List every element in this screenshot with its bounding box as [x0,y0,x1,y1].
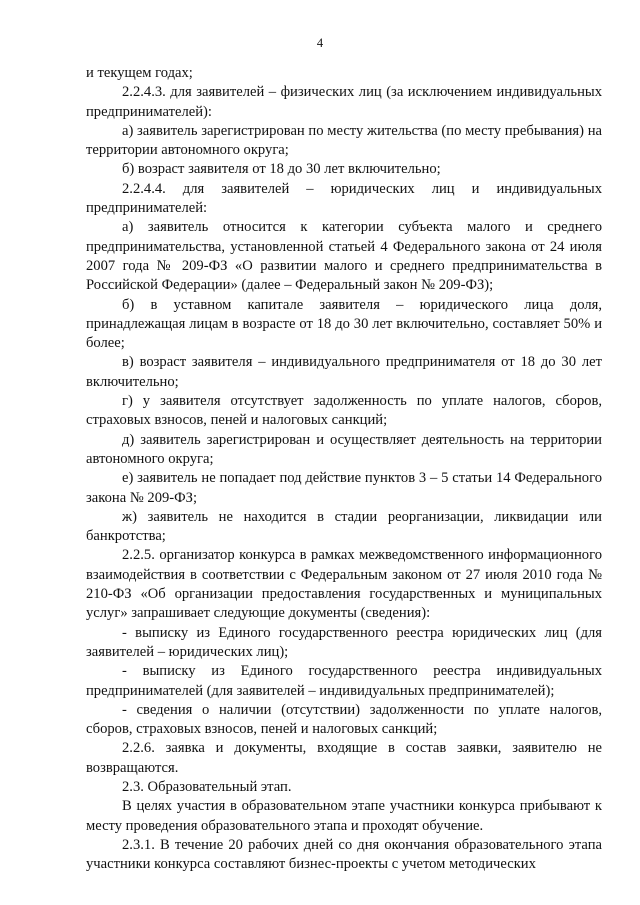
paragraph-item-g-no-debt: г) у заявителя отсутствует задолженность по уплате налогов, сборов, страховых взносов, пеней и налоговых санкций; [86,393,602,429]
paragraph-item-e-not-under-points: е) заявитель не попадает под действие пунктов 3 – 5 статьи 14 Федерального закона № 209-ФЗ; [86,470,602,506]
paragraph-item-v-entrepreneur-age: в) возраст заявителя – индивидуального предпринимателя от 18 до 30 лет включительно; [86,354,602,390]
paragraph-2-2-4-3: 2.2.4.3. для заявителей – физических лиц (за исключением индивидуальных предпринимателей): [86,84,602,120]
paragraph-item-a-residence: а) заявитель зарегистрирован по месту жительства (по месту пребывания) на территории автономного округа; [86,122,602,159]
paragraph-item-a-sme: а) заявитель относится к категории субъекта малого и среднего предпринимательства, установленной статьей 4 Федерального закона от 24 июля 2007 года № 209-ФЗ «О развитии малого и среднего предпринимательства в Российской Федерации» (далее – Федеральный закон № 209-ФЗ); [86,219,602,294]
paragraph-educational-stage: В целях участия в образовательном этапе участники конкурса прибывают к месту проведения образовательного этапа и проходят обучение. [86,798,602,834]
paragraph-continuation: и текущем годах; [86,65,193,81]
paragraph-2-2-5: 2.2.5. организатор конкурса в рамках межведомственного информационного взаимодействия в соответствии с Федеральным законом от 27 июля 2010 года № 210-ФЗ «Об организации предоставления государственных и муниципальных услуг» запрашивает следующие документы (сведения): [86,547,602,622]
paragraph-2-2-4-4: 2.2.4.4. для заявителей – юридических лиц и индивидуальных предпринимателей: [86,180,602,217]
list-item-legal-entities-extract: - выписку из Единого государственного реестра юридических лиц (для заявителей – юридических лиц); [86,624,602,660]
list-item-entrepreneurs-extract: - выписку из Единого государственного реестра индивидуальных предпринимателей (для заявителей – индивидуальных предпринимателей); [86,663,602,699]
paragraph-item-b-age: б) возраст заявителя от 18 до 30 лет включительно; [122,161,441,178]
list-item-debt-info: - сведения о наличии (отсутствии) задолженности по уплате налогов, сборов, страховых взносов, пеней и налоговых санкций; [86,701,602,738]
paragraph-2-3-1: 2.3.1. В течение 20 рабочих дней со дня окончания образовательного этапа участники конкурса составляют бизнес-проекты с учетом методических [86,836,602,873]
page-number: 4 [316,36,324,50]
paragraph-item-zh-not-reorganizing: ж) заявитель не находится в стадии реорганизации, ликвидации или банкротства; [86,508,602,545]
document-body [86,64,602,874]
section-heading-2-3: 2.3. Образовательный этап. [122,778,292,795]
paragraph-item-b-capital: б) в уставном капитале заявителя – юридического лица доля, принадлежащая лицам в возрасте от 18 до 30 лет включительно, составляет 50% и более; [86,296,602,352]
paragraph-item-d-registered: д) заявитель зарегистрирован и осуществляет деятельность на территории автономного округа; [86,431,602,467]
paragraph-2-2-6: 2.2.6. заявка и документы, входящие в состав заявки, заявителю не возвращаются. [86,740,602,776]
